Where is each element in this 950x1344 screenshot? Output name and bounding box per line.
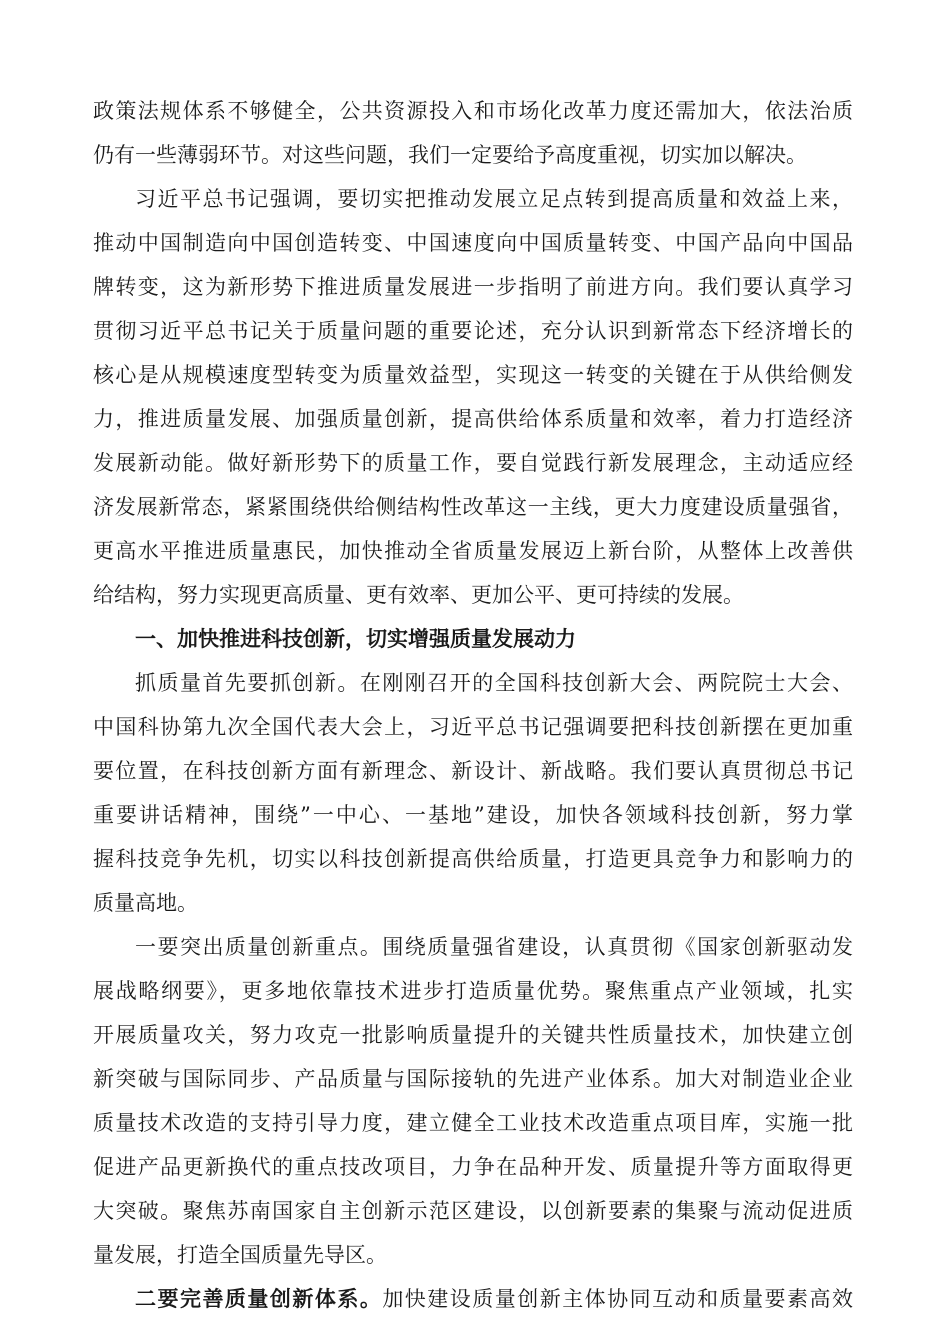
body-text-line: 更高水平推进质量惠民，加快推动全省质量发展迈上新台阶，从整体上改善供 (93, 539, 853, 563)
body-text-line: 贯彻习近平总书记关于质量问题的重要论述，充分认识到新常态下经济增长的 (93, 319, 853, 343)
body-text-line: 济发展新常态，紧紧围绕供给侧结构性改革这一主线，更大力度建设质量强省， (93, 495, 853, 519)
body-text-line: 一要突出质量创新重点。围绕质量强省建设，认真贯彻《国家创新驱动发 (135, 935, 853, 959)
body-text-line: 习近平总书记强调，要切实把推动发展立足点转到提高质量和效益上来， (135, 187, 853, 211)
body-text-line: 抓质量首先要抓创新。在刚刚召开的全国科技创新大会、两院院士大会、 (135, 671, 853, 695)
body-text-line: 大突破。聚焦苏南国家自主创新示范区建设，以创新要素的集聚与流动促进质 (93, 1199, 853, 1223)
body-text-line: 质量技术改造的支持引导力度，建立健全工业技术改造重点项目库，实施一批 (93, 1111, 853, 1135)
body-text-line: 展战略纲要》，更多地依靠技术进步打造质量优势。聚焦重点产业领域，扎实 (93, 979, 853, 1003)
body-text-line: 要位置，在科技创新方面有新理念、新设计、新战略。我们要认真贯彻总书记 (93, 759, 853, 783)
body-text-line: 发展新动能。做好新形势下的质量工作，要自觉践行新发展理念，主动适应经 (93, 451, 853, 475)
body-text-line: 仍有一些薄弱环节。对这些问题，我们一定要给予高度重视，切实加以解决。 (93, 143, 807, 167)
body-text-line: 政策法规体系不够健全，公共资源投入和市场化改革力度还需加大，依法治质 (93, 99, 853, 123)
body-text-line: 牌转变，这为新形势下推进质量发展进一步指明了前进方向。我们要认真学习 (93, 275, 853, 299)
body-text-span: 加快建设质量创新主体协同互动和质量要素高效 (382, 1287, 854, 1311)
body-text-line: 质量高地。 (93, 891, 198, 915)
body-text-line: 握科技竞争先机，切实以科技创新提高供给质量，打造更具竞争力和影响力的 (93, 847, 853, 871)
body-text-line: 核心是从规模速度型转变为质量效益型，实现这一转变的关键在于从供给侧发 (93, 363, 853, 387)
body-text-line: 力，推进质量发展、加强质量创新，提高供给体系质量和效率，着力打造经济 (93, 407, 853, 431)
bold-lead-text: 二要完善质量创新体系。 (135, 1287, 383, 1311)
body-text-line: 促进产品更新换代的重点技改项目，力争在品种开发、质量提升等方面取得更 (93, 1155, 853, 1179)
body-text-line: 开展质量攻关，努力攻克一批影响质量提升的关键共性质量技术，加快建立创 (93, 1023, 853, 1047)
body-text-line: 重要讲话精神，围绕”一中心、一基地”建设，加快各领域科技创新，努力掌 (93, 803, 853, 827)
body-text-line: 量发展，打造全国质量先导区。 (93, 1243, 387, 1267)
section-heading: 一、加快推进科技创新，切实增强质量发展动力 (135, 627, 576, 651)
body-text-line: 给结构，努力实现更高质量、更有效率、更加公平、更可持续的发展。 (93, 583, 744, 607)
body-text-line: 推动中国制造向中国创造转变、中国速度向中国质量转变、中国产品向中国品 (93, 231, 853, 255)
body-text-line: 新突破与国际同步、产品质量与国际接轨的先进产业体系。加大对制造业企业 (93, 1067, 853, 1091)
body-text-line (135, 1277, 853, 1321)
body-text-line: 中国科协第九次全国代表大会上，习近平总书记强调要把科技创新摆在更加重 (93, 715, 853, 739)
